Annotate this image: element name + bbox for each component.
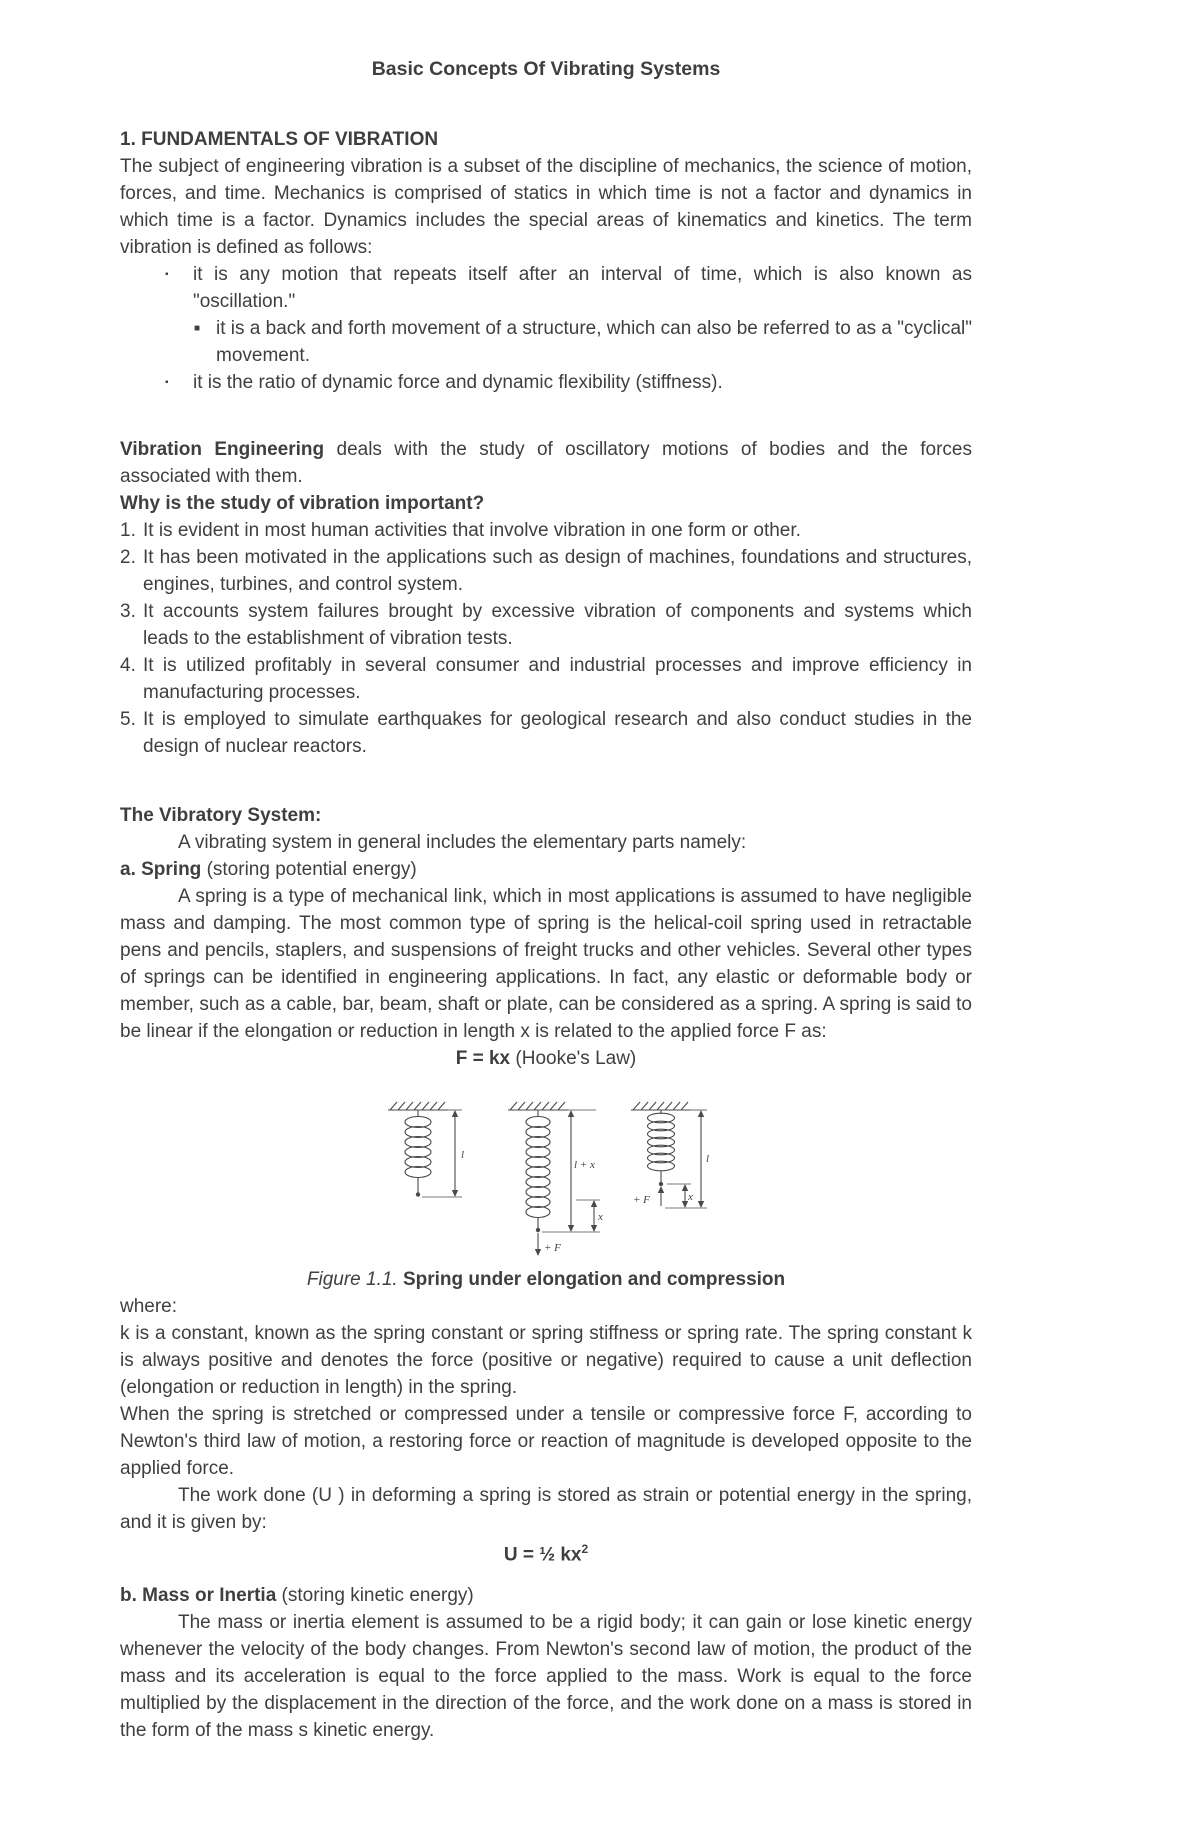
dimension-label-x: x: [688, 1191, 693, 1203]
numbered-item: [120, 598, 972, 652]
text-run: deals with the study of oscillatory motions of bodies and the forces associated with them.: [120, 439, 972, 487]
spring-diagram-compressed: [631, 1102, 709, 1208]
item-number: 3.: [120, 601, 136, 622]
formula-bold-run: F = kx: [455, 1048, 511, 1069]
square-bullet-icon: ■: [194, 323, 201, 334]
numbered-item: [120, 706, 972, 760]
square-bullet-icon: ▪: [165, 269, 169, 280]
spring-paragraph: A spring is a type of mechanical link, which in most applications is assumed to have negligible mass and damping. The most common type of spring is the helical-coil spring used in retractable pens and pencils, staplers, and suspensions of freight trucks and other vehicles. Several other types of springs can be identified in engineering applications. In fact, any elastic or deformable body or member, such as a cable, bar, beam, shaft or plate, can be considered as a spring. A spring is said to be linear if the elongation or reduction in length x is related to the applied force F as:: [120, 886, 972, 1042]
where-label: where:: [120, 1296, 178, 1317]
bullet-item: [120, 261, 972, 315]
item-text: It has been motivated in the applications such as design of machines, foundations and structures, engines, turbines, and control system.: [143, 547, 972, 595]
item-text: It is evident in most human activities that involve vibration in one form or other.: [143, 520, 801, 541]
dimension-label-length: l: [706, 1153, 710, 1165]
strain-energy-formula: [120, 1536, 972, 1568]
why-important-heading: Why is the study of vibration important?: [120, 493, 485, 514]
spring-label-line: [120, 856, 972, 883]
numbered-item: [120, 544, 972, 598]
numbered-item: [120, 652, 972, 706]
work-done-paragraph: The work done (U ) in deforming a spring is stored as strain or potential energy in the spring, and it is given by:: [120, 1485, 972, 1533]
item-text: It is utilized profitably in several consumer and industrial processes and improve efficiency in manufacturing processes.: [143, 655, 972, 703]
numbered-item: [120, 517, 972, 544]
spring-constant-paragraph: k is a constant, known as the spring constant or spring stiffness or spring rate. The spring constant k is always positive and denotes the force (positive or negative) required to cause a unit deflection (elongation or reduction in length) in the spring.: [120, 1323, 972, 1398]
spring-diagram-elongated: [508, 1102, 603, 1256]
spring-diagram-undeformed: [388, 1102, 464, 1197]
caption-number: Figure 1.1.: [306, 1269, 398, 1290]
item-text: It accounts system failures brought by excessive vibration of components and systems which leads to the establishment of vibration tests.: [143, 601, 972, 649]
figure-container: [120, 1094, 972, 1266]
item-text: It is employed to simulate earthquakes for geological research and also conduct studies in the design of nuclear reactors.: [143, 709, 972, 757]
bold-run: a. Spring: [120, 859, 202, 880]
formula-exponent: 2: [581, 1542, 589, 1556]
force-label: + F: [633, 1194, 650, 1206]
section-heading-fundamentals: 1. FUNDAMENTALS OF VIBRATION: [120, 129, 439, 150]
item-number: 5.: [120, 709, 136, 730]
figure-spring-diagrams: [356, 1094, 736, 1266]
figure-caption: [120, 1266, 972, 1293]
bullet-item: [120, 369, 972, 396]
mass-paragraph: The mass or inertia element is assumed to be a rigid body; it can gain or lose kinetic energy whenever the velocity of the body changes. From Newton's second law of motion, the product of the mass and its acceleration is equal to the force applied to the mass. Work is equal to the force multiplied by the displacement in the direction of the force, and the work done on a mass is stored in the form of the mass s kinetic energy.: [120, 1612, 972, 1742]
vibration-engineering-paragraph: [120, 436, 972, 490]
dimension-label-length: l: [461, 1149, 465, 1161]
importance-numbered-list: [120, 517, 972, 760]
mass-label-line: [120, 1582, 972, 1609]
square-bullet-icon: ▪: [165, 377, 169, 388]
intro-paragraph: The subject of engineering vibration is a subset of the discipline of mechanics, the science of motion, forces, and time. Mechanics is comprised of statics in which time is not a factor and dynamics in which time is a factor. Dynamics includes the special areas of kinematics and kinetics. The term vibration is defined as follows:: [120, 156, 972, 258]
dimension-label-length: l + x: [574, 1159, 595, 1171]
caption-text: Spring under elongation and compression: [397, 1269, 786, 1290]
newton-third-law-paragraph: When the spring is stretched or compressed under a tensile or compressive force F, according to Newton's third law of motion, a restoring force or reaction of magnitude is developed opposite to the applied force.: [120, 1404, 972, 1479]
bold-run: Vibration Engineering: [120, 439, 325, 460]
item-number: 1.: [120, 520, 136, 541]
text-run: (storing potential energy): [201, 859, 417, 880]
item-number: 4.: [120, 655, 136, 676]
bullet-text: it is the ratio of dynamic force and dynamic flexibility (stiffness).: [193, 372, 723, 393]
hooke-law-formula: [120, 1045, 972, 1072]
bullet-text: it is any motion that repeats itself after an interval of time, which is also known as "oscillation.": [193, 264, 972, 312]
text-run: (storing kinetic energy): [276, 1585, 474, 1607]
bullet-text: it is a back and forth movement of a structure, which can also be referred to as a "cyclical" movement.: [216, 318, 972, 366]
bold-run: b. Mass or Inertia: [120, 1585, 277, 1607]
document-title: Basic Concepts Of Vibrating Systems: [371, 58, 721, 80]
item-number: 2.: [120, 547, 136, 568]
dimension-label-x: x: [598, 1211, 603, 1223]
force-label: + F: [544, 1242, 561, 1254]
bullet-item-sub: [120, 315, 972, 369]
vibratory-system-heading: The Vibratory System:: [120, 805, 322, 826]
definition-bullet-list: [120, 261, 972, 396]
vibratory-system-lede: A vibrating system in general includes the elementary parts namely:: [178, 832, 747, 853]
text-run: (Hooke's Law): [510, 1048, 637, 1069]
formula-base: U = ½ kx: [503, 1544, 582, 1566]
